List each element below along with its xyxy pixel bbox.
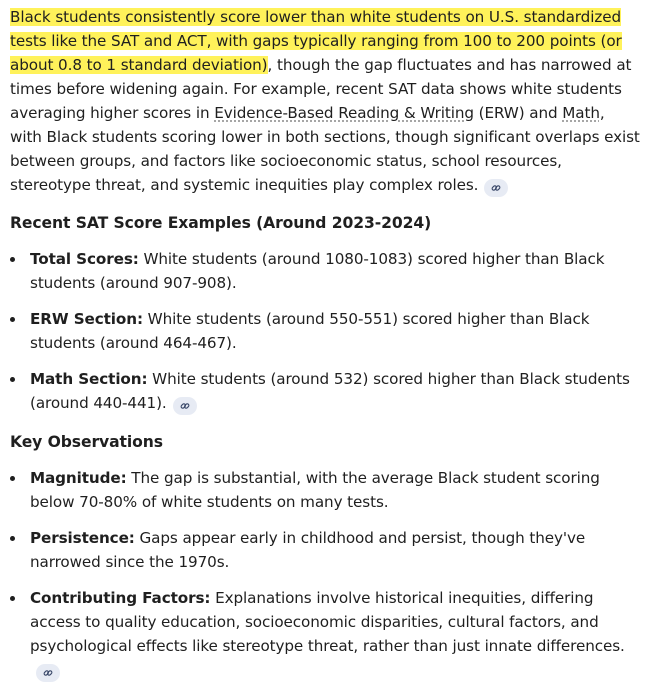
bullet-icon bbox=[10, 257, 15, 262]
bullet-icon bbox=[10, 536, 15, 541]
item-label: Total Scores: bbox=[30, 250, 139, 268]
bullet-icon bbox=[10, 377, 15, 382]
list-item bbox=[10, 247, 640, 295]
highlighted-text: Black students consistently score lower than white students on U.S. standardized tests like the SAT and ACT, with gaps typically ranging from 100 to 200 points (or about 0.8 to 1 standard deviation) bbox=[10, 8, 622, 74]
item-label: ERW Section: bbox=[30, 310, 143, 328]
list-item bbox=[10, 466, 640, 514]
item-label: Persistence: bbox=[30, 529, 135, 547]
intro-text-3: , with Black students scoring lower in both sections, though significant overlaps exist between groups, and factors like socioeconomic status, school resources, stereotype threat, and systemic inequities play complex roles. bbox=[10, 104, 640, 194]
intro-text-1: , though the gap fluctuates and has narrowed at times before widening again. For example, recent SAT data shows white students averaging higher scores in bbox=[10, 56, 632, 122]
observations-list bbox=[10, 466, 640, 682]
bullet-icon bbox=[10, 476, 15, 481]
list-item bbox=[10, 586, 640, 682]
item-text: Gaps appear early in childhood and persist, though they've narrowed since the 1970s. bbox=[30, 529, 586, 571]
section-heading-recent: Recent SAT Score Examples (Around 2023-2024) bbox=[10, 214, 432, 232]
source-link-chip[interactable] bbox=[36, 664, 60, 682]
link-icon bbox=[491, 183, 501, 193]
list-item bbox=[10, 526, 640, 574]
list-item bbox=[10, 367, 640, 415]
item-label: Magnitude: bbox=[30, 469, 127, 487]
bullet-icon bbox=[10, 596, 15, 601]
link-icon bbox=[43, 668, 53, 678]
section-heading-observations: Key Observations bbox=[10, 433, 163, 451]
item-text: The gap is substantial, with the average Black student scoring below 70-80% of white students on many tests. bbox=[30, 469, 600, 511]
source-link-chip[interactable] bbox=[484, 179, 508, 197]
link-icon bbox=[180, 401, 190, 411]
item-text: White students (around 550-551) scored higher than Black students (around 464-467). bbox=[30, 310, 590, 352]
item-text: White students (around 1080-1083) scored higher than Black students (around 907-908). bbox=[30, 250, 605, 292]
link-math[interactable]: Math bbox=[562, 104, 600, 122]
item-text: Explanations involve historical inequities, differing access to quality education, socioeconomic disparities, cultural factors, and psychological effects like stereotype threat, rather than just innate differences. bbox=[30, 589, 625, 655]
bullet-icon bbox=[10, 317, 15, 322]
link-erw[interactable]: Evidence-Based Reading & Writing bbox=[214, 104, 474, 122]
item-label: Contributing Factors: bbox=[30, 589, 211, 607]
item-label: Math Section: bbox=[30, 370, 148, 388]
source-link-chip[interactable] bbox=[173, 397, 197, 415]
intro-text-2: (ERW) and bbox=[473, 104, 563, 122]
intro-paragraph bbox=[10, 5, 640, 197]
recent-scores-list bbox=[10, 247, 640, 415]
item-text: White students (around 532) scored higher than Black students (around 440-441). bbox=[30, 370, 630, 412]
list-item bbox=[10, 307, 640, 355]
